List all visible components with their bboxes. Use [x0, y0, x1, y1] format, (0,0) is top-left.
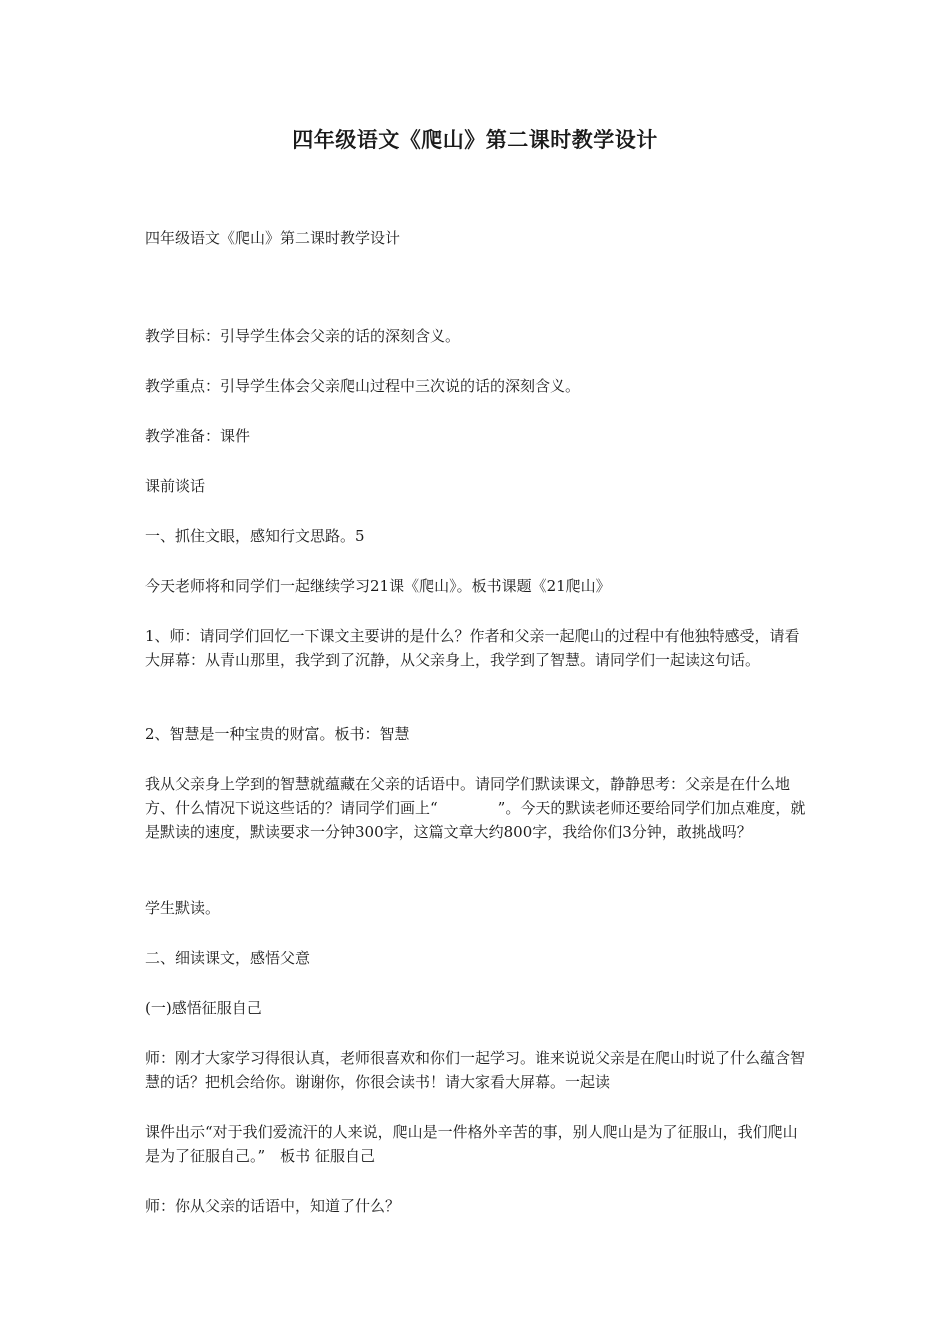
- teaching-prep-paragraph: 教学准备：课件: [145, 427, 251, 445]
- step-two-paragraph: 2、智慧是一种宝贵的财富。板书：智慧: [145, 725, 410, 743]
- students-read-paragraph: 学生默读。: [145, 899, 221, 917]
- document-title: 四年级语文《爬山》第二课时教学设计: [292, 127, 658, 152]
- teaching-goal-paragraph: 教学目标：引导学生体会父亲的话的深刻含义。: [145, 327, 461, 345]
- courseware-quote-paragraph: 课件出示“对于我们爱流汗的人来说，爬山是一件格外辛苦的事，别人爬山是为了征服山，我们爬山是为了征服自己。” 板书 征服自己: [145, 1123, 798, 1165]
- intro-paragraph: 今天老师将和同学们一起继续学习21课《爬山》。板书课题《21爬山》: [145, 577, 611, 595]
- silent-reading-paragraph: 我从父亲身上学到的智慧就蕴藏在父亲的话语中。请同学们默读课文，静静思考：父亲是在什么地方、什么情况下说这些话的？请同学们画上“ ”。今天的默读老师还要给同学们加点难度，就是默读的速度，默读要求一分钟300字，这篇文章大约800字，我给你们3分钟，敢挑战吗？: [145, 775, 806, 841]
- subsection-one-heading: (一)感悟征服自己: [145, 999, 262, 1017]
- teaching-focus-paragraph: 教学重点：引导学生体会父亲爬山过程中三次说的话的深刻含义。: [145, 377, 581, 395]
- section-two-heading: 二、细读课文，感悟父意: [145, 949, 311, 967]
- section-one-heading: 一、抓住文眼，感知行文思路。5: [145, 527, 365, 545]
- pre-class-talk-paragraph: 课前谈话: [145, 477, 206, 495]
- step-one-paragraph: 1、师：请同学们回忆一下课文主要讲的是什么？作者和父亲一起爬山的过程中有他独特感受，请看大屏幕：从青山那里，我学到了沉静，从父亲身上，我学到了智慧。请同学们一起读这句话。: [145, 627, 800, 669]
- subtitle-paragraph: 四年级语文《爬山》第二课时教学设计: [145, 229, 401, 247]
- teacher-prompt-paragraph: 师：刚才大家学习得很认真，老师很喜欢和你们一起学习。谁来说说父亲是在爬山时说了什么蕴含智慧的话？把机会给你。谢谢你，你很会读书！请大家看大屏幕。一起读: [145, 1049, 806, 1091]
- teacher-question-paragraph: 师：你从父亲的话语中，知道了什么？: [145, 1197, 401, 1215]
